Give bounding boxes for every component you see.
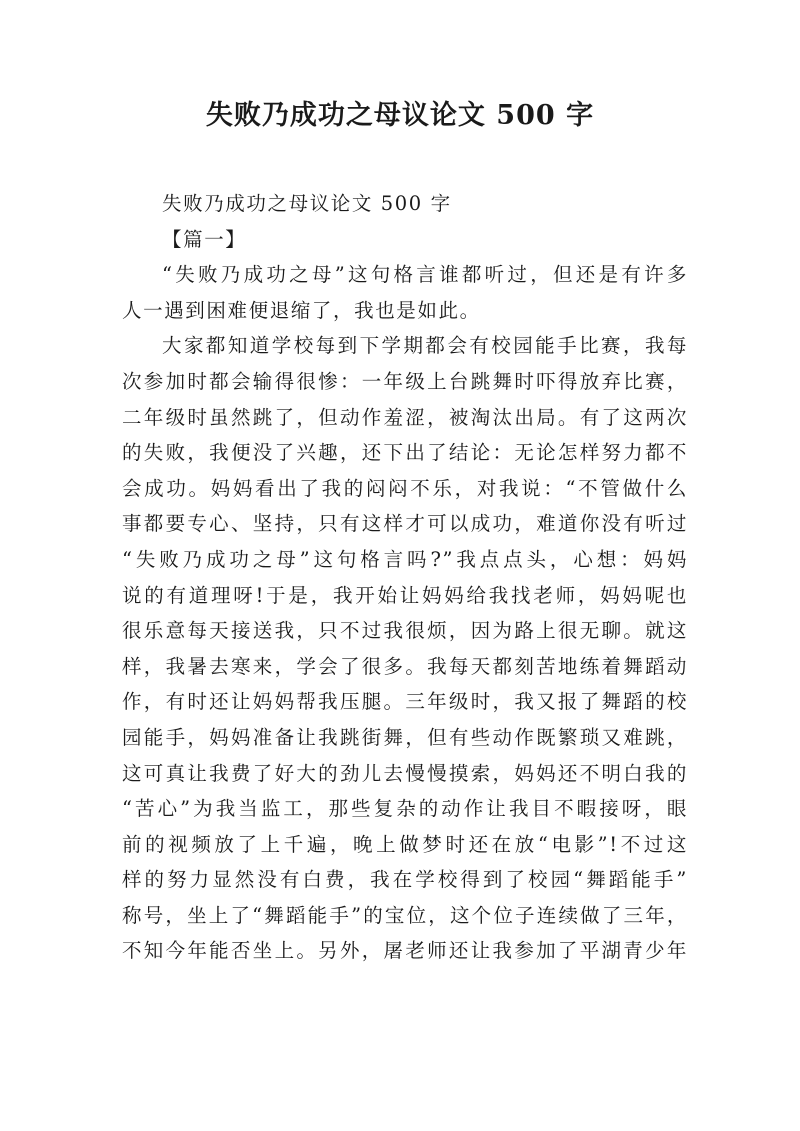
section-label: 【篇一】	[162, 227, 247, 251]
paragraph-line: 的失败，我便没了兴趣，还下出了结论：无论怎样努力都不	[122, 441, 688, 465]
paragraph-line: 作，有时还让妈妈帮我压腿。三年级时，我又报了舞蹈的校	[122, 690, 688, 714]
paragraph-line: 事都要专心、坚持，只有这样才可以成功，难道你没有听过	[122, 512, 688, 536]
paragraph-line: “苦心”为我当监工，那些复杂的动作让我目不暇接呀，眼	[122, 797, 688, 821]
document-subtitle: 失败乃成功之母议论文 500 字	[162, 192, 452, 215]
paragraph-line: 这可真让我费了好大的劲儿去慢慢摸索，妈妈还不明白我的	[122, 761, 688, 785]
paragraph-line: 园能手，妈妈准备让我跳街舞，但有些动作既繁琐又难跳，	[122, 725, 688, 749]
paragraph-line: “失败乃成功之母”这句格言吗?”我点点头，心想：妈妈	[122, 547, 688, 571]
paragraph-line: 前的视频放了上千遍，晚上做梦时还在放“电影”!不过这	[122, 832, 688, 856]
paragraph-2	[122, 328, 688, 969]
document-body	[122, 186, 688, 969]
paragraph-line: 称号，坐上了“舞蹈能手”的宝位，这个位子连续做了三年，	[122, 903, 688, 927]
paragraph-line: 二年级时虽然跳了，但动作羞涩，被淘汰出局。有了这两次	[122, 405, 688, 429]
paragraph-line: 样的努力显然没有白费，我在学校得到了校园“舞蹈能手”	[122, 868, 688, 892]
paragraph-line: “失败乃成功之母”这句格言谁都听过，但还是有许多	[162, 263, 688, 287]
document-title: 失败乃成功之母议论文 500 字	[205, 100, 595, 131]
paragraph-line: 很乐意每天接送我，只不过我很烦，因为路上很无聊。就这	[122, 619, 688, 643]
paragraph-line: 人一遇到困难便退缩了，我也是如此。	[122, 298, 481, 322]
paragraph-line: 说的有道理呀!于是，我开始让妈妈给我找老师，妈妈呢也	[122, 583, 688, 607]
paragraph-line: 次参加时都会输得很惨：一年级上台跳舞时吓得放弃比赛，	[122, 369, 688, 393]
paragraph-line: 大家都知道学校每到下学期都会有校园能手比赛，我每	[162, 334, 688, 358]
paragraph-line: 会成功。妈妈看出了我的闷闷不乐，对我说：“不管做什么	[122, 476, 688, 500]
paragraph-line: 不知今年能否坐上。另外，屠老师还让我参加了平湖青少年	[122, 939, 688, 963]
paragraph-1	[122, 257, 688, 328]
paragraph-line: 样，我暑去寒来，学会了很多。我每天都刻苦地练着舞蹈动	[122, 654, 688, 678]
